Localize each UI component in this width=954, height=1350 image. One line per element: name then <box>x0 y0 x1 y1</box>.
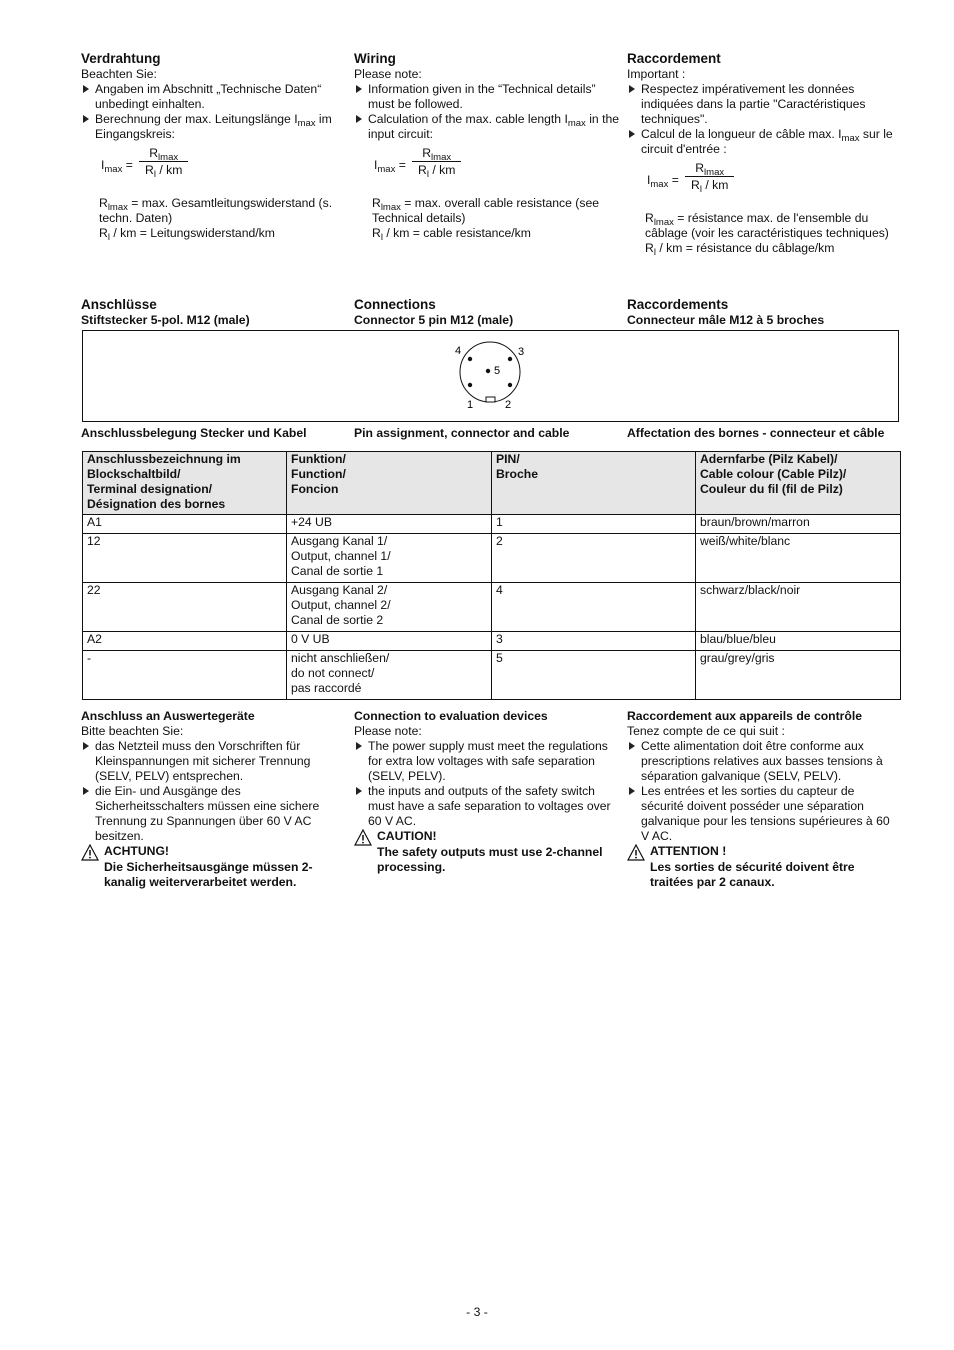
pin-assignment-table <box>82 451 901 700</box>
table-row <box>83 534 901 583</box>
bullet-item: Les entrées et les sorties du capteur de sécurité doivent posséder une séparation galvanique pour les tensions supérieures à 60 V AC. <box>627 784 895 844</box>
connections-heading-de <box>81 297 349 328</box>
wiring-section-de <box>81 51 349 241</box>
formula: $I_{max}$ = $R_{lmax}$ $R_l$ / km <box>647 161 895 205</box>
evaluation-section-en <box>354 709 622 875</box>
note: Important : <box>627 67 686 81</box>
table-row <box>83 583 901 632</box>
bullet-item: die Ein- und Ausgänge des Sicherheitsschalters müssen eine sichere Trennung zu Spannungen über 60 V AC besitzen. <box>81 784 349 844</box>
definition: $R_{lmax} = \max$. overall cable resistance (see Technical details) <box>372 196 600 225</box>
section-title: Connections <box>354 297 436 312</box>
warning-block <box>627 844 895 890</box>
bullet-item: Calcul de la longueur de câble max. $I_{max}$ sur le circuit d'entrée : <box>627 127 895 157</box>
formula: $I_{max}$ = $R_{lmax}$ $R_l$ / km <box>101 146 349 190</box>
table-row <box>83 632 901 651</box>
warning-title: ATTENTION ! <box>650 844 727 858</box>
connections-heading-en <box>354 297 622 328</box>
connector-key <box>486 397 495 402</box>
cell-function: nicht anschließen/ do not connect/ pas raccordé <box>287 651 492 700</box>
cell-function: Ausgang Kanal 2/ Output, channel 2/ Canal de sortie 2 <box>287 583 492 632</box>
pin-1-label: 1 <box>467 399 474 411</box>
cell-colour: weiß/white/blanc <box>696 534 901 583</box>
warning-text: Die Sicherheitsausgänge müssen 2-kanalig weiterverarbeitet werden. <box>104 860 313 889</box>
connector-diagram-box <box>82 330 899 422</box>
cell-function: Ausgang Kanal 1/ Output, channel 1/ Canal de sortie 1 <box>287 534 492 583</box>
note: Please note: <box>354 724 422 738</box>
warning-title: CAUTION! <box>377 829 437 843</box>
definition: $R_{lmax} = \max$. Gesamtleitungswiderstand (s. techn. Daten) <box>99 196 333 225</box>
pin-5-label: 5 <box>494 365 501 377</box>
cell-pin: 2 <box>492 534 696 583</box>
pin-5-dot <box>486 369 490 373</box>
note: Beachten Sie: <box>81 67 157 81</box>
warning-icon <box>81 844 99 861</box>
cell-pin: 1 <box>492 515 696 534</box>
section-title: Anschlüsse <box>81 297 157 312</box>
section-title: Raccordement <box>627 51 721 66</box>
section-title: Anschluss an Auswertegeräte <box>81 709 255 723</box>
section-title: Verdrahtung <box>81 51 161 66</box>
warning-icon <box>354 829 372 846</box>
warning-title: ACHTUNG! <box>104 844 169 858</box>
header-colour: Adernfarbe (Pilz Kabel)/ Cable colour (Cable Pilz)/ Couleur du fil (fil de Pilz) <box>696 452 901 515</box>
table-row <box>83 651 901 700</box>
page-number: - 3 - <box>466 1305 488 1319</box>
header-function: Funktion/ Function/ Foncion <box>287 452 492 515</box>
warning-text: The safety outputs must use 2-channel processing. <box>377 845 603 874</box>
cell-colour: blau/blue/bleu <box>696 632 901 651</box>
bullet-item: Cette alimentation doit être conforme aux prescriptions relatives aux basses tensions à séparation galvanique (SELV, PELV). <box>627 739 895 784</box>
cell-pin: 3 <box>492 632 696 651</box>
cell-colour: schwarz/black/noir <box>696 583 901 632</box>
table-caption-de: Anschlussbelegung Stecker und Kabel <box>81 426 307 440</box>
connector-outline <box>460 342 520 402</box>
cell-pin: 4 <box>492 583 696 632</box>
header-pin: PIN/ Broche <box>492 452 696 515</box>
cell-colour: braun/brown/marron <box>696 515 901 534</box>
section-title: Raccordement aux appareils de contrôle <box>627 709 863 723</box>
bullet-item: das Netzteil muss den Vorschriften für Kleinspannungen mit sicherer Trennung (SELV, PELV) entsprechen. <box>81 739 349 784</box>
bullet-item: Berechnung der max. Leitungslänge $I_{max}$ im Eingangskreis: <box>81 112 349 142</box>
cell-terminal: - <box>83 651 287 700</box>
note: Bitte beachten Sie: <box>81 724 184 738</box>
cell-terminal: A2 <box>83 632 287 651</box>
note: Please note: <box>354 67 422 81</box>
connections-heading-fr <box>627 297 895 328</box>
table-caption-en: Pin assignment, connector and cable <box>354 426 570 440</box>
section-subtitle: Connecteur mâle M12 à 5 broches <box>627 313 825 327</box>
bullet-item: Respectez impérativement les données indiquées dans la partie "Caractéristiques techniques". <box>627 82 895 127</box>
header-terminal: Anschlussbezeichnung im Blockschaltbild/ Terminal designation/ Désignation des bornes <box>83 452 287 515</box>
warning-icon <box>627 844 645 861</box>
section-title: Wiring <box>354 51 396 66</box>
section-subtitle: Stiftstecker 5-pol. M12 (male) <box>81 313 250 327</box>
evaluation-section-fr <box>627 709 895 890</box>
cell-terminal: 22 <box>83 583 287 632</box>
cell-pin: 5 <box>492 651 696 700</box>
cell-terminal: 12 <box>83 534 287 583</box>
note: Tenez compte de ce qui suit : <box>627 724 785 738</box>
section-title: Raccordements <box>627 297 729 312</box>
section-subtitle: Connector 5 pin M12 (male) <box>354 313 514 327</box>
evaluation-section-de <box>81 709 349 890</box>
cell-terminal: A1 <box>83 515 287 534</box>
warning-block <box>81 844 349 890</box>
pin-4-label: 4 <box>455 345 462 357</box>
table-row <box>83 515 901 534</box>
cell-function: 0 V UB <box>287 632 492 651</box>
pin-3-label: 3 <box>518 346 525 358</box>
section-title: Connection to evaluation devices <box>354 709 548 723</box>
bullet-item: the inputs and outputs of the safety switch must have a safe separation to voltages over 60 V AC. <box>354 784 622 829</box>
pin-1-dot <box>468 383 472 387</box>
cell-function: +24 UB <box>287 515 492 534</box>
formula: $I_{max}$ = $R_{lmax}$ $R_l$ / km <box>374 146 622 190</box>
warning-block <box>354 829 622 875</box>
pin-2-dot <box>508 383 512 387</box>
pin-2-label: 2 <box>505 399 512 411</box>
definition: $R_l$ / km = cable resistance/km <box>372 226 531 243</box>
definition: $R_l$ / km = Leitungswiderstand/km <box>99 226 275 243</box>
wiring-section-en <box>354 51 622 241</box>
warning-text: Les sorties de sécurité doivent être traitées par 2 canaux. <box>650 860 855 889</box>
bullet-item: Angaben im Abschnitt „Technische Daten“ unbedingt einhalten. <box>81 82 349 112</box>
table-header-row <box>83 452 901 515</box>
bullet-item: Calculation of the max. cable length $I_{max}$ in the input circuit: <box>354 112 622 142</box>
wiring-section-fr <box>627 51 895 256</box>
cell-colour: grau/grey/gris <box>696 651 901 700</box>
definition: $R_l$ / km = résistance du câblage/km <box>645 241 835 258</box>
pin-4-dot <box>468 357 472 361</box>
m12-connector-diagram <box>83 331 898 421</box>
definition: $R_{lmax}$ = résistance max. de l'ensemble du câblage (voir les caractéristiques techniques) <box>645 211 889 240</box>
bullet-item: Information given in the “Technical details” must be followed. <box>354 82 622 112</box>
pin-3-dot <box>508 357 512 361</box>
bullet-item: The power supply must meet the regulations for extra low voltages with safe separation (SELV, PELV). <box>354 739 622 784</box>
table-caption-fr: Affectation des bornes - connecteur et câble <box>627 426 885 440</box>
